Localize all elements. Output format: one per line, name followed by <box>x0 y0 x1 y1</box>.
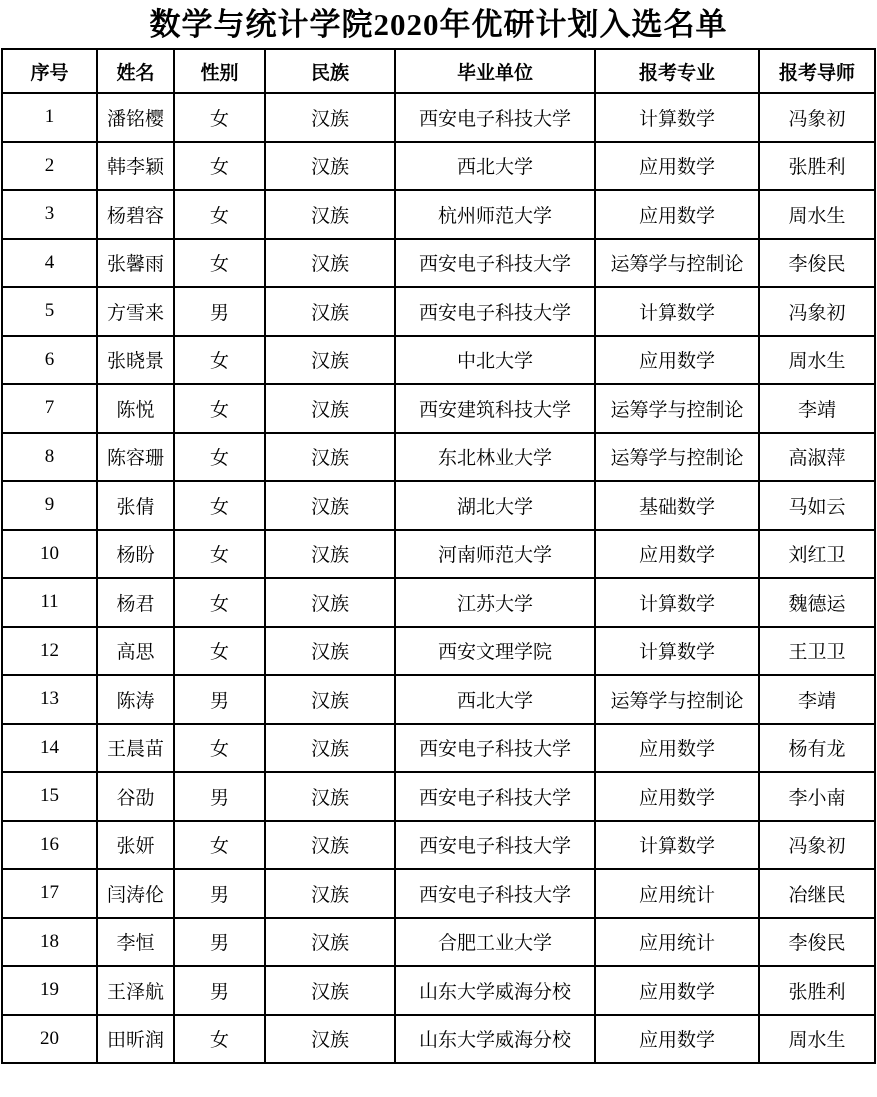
table-row <box>2 578 875 627</box>
table-row <box>2 433 875 482</box>
serial-cell: 2 <box>2 142 97 191</box>
name-cell: 张妍 <box>97 821 174 870</box>
serial-cell: 14 <box>2 724 97 773</box>
name-cell: 韩李颖 <box>97 142 174 191</box>
gender-cell: 女 <box>174 627 265 676</box>
serial-cell: 19 <box>2 966 97 1015</box>
serial-cell: 15 <box>2 772 97 821</box>
ethnicity-cell: 汉族 <box>265 869 395 918</box>
serial-cell: 3 <box>2 190 97 239</box>
supervisor-cell: 周水生 <box>759 336 875 385</box>
name-cell: 潘铭樱 <box>97 93 174 142</box>
ethnicity-cell: 汉族 <box>265 481 395 530</box>
column-header: 报考专业 <box>595 49 759 93</box>
gender-cell: 女 <box>174 724 265 773</box>
column-header: 性别 <box>174 49 265 93</box>
gender-cell: 女 <box>174 530 265 579</box>
supervisor-cell: 王卫卫 <box>759 627 875 676</box>
ethnicity-cell: 汉族 <box>265 93 395 142</box>
major-cell: 应用数学 <box>595 530 759 579</box>
serial-cell: 6 <box>2 336 97 385</box>
institution-cell: 西安电子科技大学 <box>395 287 595 336</box>
column-header: 姓名 <box>97 49 174 93</box>
institution-cell: 山东大学威海分校 <box>395 1015 595 1064</box>
name-cell: 陈容珊 <box>97 433 174 482</box>
name-cell: 王泽航 <box>97 966 174 1015</box>
institution-cell: 河南师范大学 <box>395 530 595 579</box>
name-cell: 陈悦 <box>97 384 174 433</box>
supervisor-cell: 杨有龙 <box>759 724 875 773</box>
institution-cell: 江苏大学 <box>395 578 595 627</box>
major-cell: 计算数学 <box>595 627 759 676</box>
ethnicity-cell: 汉族 <box>265 966 395 1015</box>
major-cell: 应用数学 <box>595 336 759 385</box>
table-row <box>2 239 875 288</box>
table-row <box>2 93 875 142</box>
institution-cell: 西北大学 <box>395 142 595 191</box>
ethnicity-cell: 汉族 <box>265 1015 395 1064</box>
institution-cell: 西安电子科技大学 <box>395 821 595 870</box>
page-title: 数学与统计学院2020年优研计划入选名单 <box>149 7 728 42</box>
ethnicity-cell: 汉族 <box>265 190 395 239</box>
table-row <box>2 190 875 239</box>
ethnicity-cell: 汉族 <box>265 578 395 627</box>
ethnicity-cell: 汉族 <box>265 336 395 385</box>
supervisor-cell: 周水生 <box>759 1015 875 1064</box>
gender-cell: 女 <box>174 481 265 530</box>
name-cell: 张馨雨 <box>97 239 174 288</box>
supervisor-cell: 马如云 <box>759 481 875 530</box>
table-row <box>2 530 875 579</box>
supervisor-cell: 魏德运 <box>759 578 875 627</box>
serial-cell: 8 <box>2 433 97 482</box>
supervisor-cell: 冶继民 <box>759 869 875 918</box>
name-cell: 谷劭 <box>97 772 174 821</box>
serial-cell: 10 <box>2 530 97 579</box>
column-header: 毕业单位 <box>395 49 595 93</box>
serial-cell: 17 <box>2 869 97 918</box>
institution-cell: 西安电子科技大学 <box>395 93 595 142</box>
serial-cell: 12 <box>2 627 97 676</box>
major-cell: 运筹学与控制论 <box>595 239 759 288</box>
name-cell: 李恒 <box>97 918 174 967</box>
supervisor-cell: 高淑萍 <box>759 433 875 482</box>
table-row <box>2 287 875 336</box>
table-row <box>2 384 875 433</box>
major-cell: 应用数学 <box>595 190 759 239</box>
table-row <box>2 869 875 918</box>
ethnicity-cell: 汉族 <box>265 239 395 288</box>
name-cell: 张倩 <box>97 481 174 530</box>
name-cell: 闫涛伦 <box>97 869 174 918</box>
gender-cell: 女 <box>174 384 265 433</box>
institution-cell: 湖北大学 <box>395 481 595 530</box>
institution-cell: 西安电子科技大学 <box>395 724 595 773</box>
gender-cell: 女 <box>174 433 265 482</box>
major-cell: 应用数学 <box>595 724 759 773</box>
roster-table <box>1 48 876 1064</box>
gender-cell: 男 <box>174 287 265 336</box>
table-row <box>2 724 875 773</box>
serial-cell: 18 <box>2 918 97 967</box>
major-cell: 运筹学与控制论 <box>595 675 759 724</box>
serial-cell: 16 <box>2 821 97 870</box>
major-cell: 应用数学 <box>595 966 759 1015</box>
gender-cell: 男 <box>174 918 265 967</box>
table-row <box>2 675 875 724</box>
serial-cell: 13 <box>2 675 97 724</box>
ethnicity-cell: 汉族 <box>265 675 395 724</box>
serial-cell: 4 <box>2 239 97 288</box>
institution-cell: 东北林业大学 <box>395 433 595 482</box>
ethnicity-cell: 汉族 <box>265 772 395 821</box>
institution-cell: 合肥工业大学 <box>395 918 595 967</box>
supervisor-cell: 张胜利 <box>759 142 875 191</box>
major-cell: 应用统计 <box>595 869 759 918</box>
major-cell: 应用统计 <box>595 918 759 967</box>
major-cell: 应用数学 <box>595 142 759 191</box>
gender-cell: 女 <box>174 336 265 385</box>
institution-cell: 西安电子科技大学 <box>395 869 595 918</box>
gender-cell: 男 <box>174 966 265 1015</box>
name-cell: 张晓景 <box>97 336 174 385</box>
ethnicity-cell: 汉族 <box>265 142 395 191</box>
major-cell: 基础数学 <box>595 481 759 530</box>
serial-cell: 7 <box>2 384 97 433</box>
institution-cell: 中北大学 <box>395 336 595 385</box>
gender-cell: 女 <box>174 190 265 239</box>
supervisor-cell: 李小南 <box>759 772 875 821</box>
ethnicity-cell: 汉族 <box>265 821 395 870</box>
gender-cell: 女 <box>174 578 265 627</box>
table-header-row <box>2 49 875 93</box>
supervisor-cell: 李俊民 <box>759 239 875 288</box>
major-cell: 运筹学与控制论 <box>595 433 759 482</box>
name-cell: 王晨苗 <box>97 724 174 773</box>
serial-cell: 5 <box>2 287 97 336</box>
serial-cell: 9 <box>2 481 97 530</box>
gender-cell: 女 <box>174 821 265 870</box>
supervisor-cell: 李俊民 <box>759 918 875 967</box>
supervisor-cell: 冯象初 <box>759 287 875 336</box>
column-header: 报考导师 <box>759 49 875 93</box>
table-row <box>2 821 875 870</box>
ethnicity-cell: 汉族 <box>265 433 395 482</box>
name-cell: 方雪来 <box>97 287 174 336</box>
ethnicity-cell: 汉族 <box>265 627 395 676</box>
ethnicity-cell: 汉族 <box>265 918 395 967</box>
institution-cell: 西安电子科技大学 <box>395 239 595 288</box>
column-header: 民族 <box>265 49 395 93</box>
gender-cell: 女 <box>174 142 265 191</box>
institution-cell: 杭州师范大学 <box>395 190 595 239</box>
table-row <box>2 772 875 821</box>
ethnicity-cell: 汉族 <box>265 384 395 433</box>
institution-cell: 西安电子科技大学 <box>395 772 595 821</box>
name-cell: 田昕润 <box>97 1015 174 1064</box>
supervisor-cell: 冯象初 <box>759 821 875 870</box>
major-cell: 应用数学 <box>595 1015 759 1064</box>
supervisor-cell: 张胜利 <box>759 966 875 1015</box>
major-cell: 计算数学 <box>595 93 759 142</box>
major-cell: 计算数学 <box>595 821 759 870</box>
ethnicity-cell: 汉族 <box>265 287 395 336</box>
table-row <box>2 918 875 967</box>
ethnicity-cell: 汉族 <box>265 530 395 579</box>
gender-cell: 女 <box>174 1015 265 1064</box>
table-row <box>2 336 875 385</box>
supervisor-cell: 李靖 <box>759 384 875 433</box>
serial-cell: 1 <box>2 93 97 142</box>
table-row <box>2 966 875 1015</box>
gender-cell: 女 <box>174 239 265 288</box>
name-cell: 杨盼 <box>97 530 174 579</box>
name-cell: 高思 <box>97 627 174 676</box>
major-cell: 应用数学 <box>595 772 759 821</box>
institution-cell: 西北大学 <box>395 675 595 724</box>
supervisor-cell: 李靖 <box>759 675 875 724</box>
institution-cell: 西安建筑科技大学 <box>395 384 595 433</box>
supervisor-cell: 冯象初 <box>759 93 875 142</box>
ethnicity-cell: 汉族 <box>265 724 395 773</box>
major-cell: 运筹学与控制论 <box>595 384 759 433</box>
table-row <box>2 481 875 530</box>
column-header: 序号 <box>2 49 97 93</box>
major-cell: 计算数学 <box>595 578 759 627</box>
name-cell: 杨君 <box>97 578 174 627</box>
major-cell: 计算数学 <box>595 287 759 336</box>
gender-cell: 男 <box>174 772 265 821</box>
name-cell: 杨碧容 <box>97 190 174 239</box>
table-row <box>2 142 875 191</box>
gender-cell: 男 <box>174 675 265 724</box>
name-cell: 陈涛 <box>97 675 174 724</box>
supervisor-cell: 刘红卫 <box>759 530 875 579</box>
institution-cell: 山东大学威海分校 <box>395 966 595 1015</box>
gender-cell: 男 <box>174 869 265 918</box>
gender-cell: 女 <box>174 93 265 142</box>
serial-cell: 11 <box>2 578 97 627</box>
table-row <box>2 1015 875 1064</box>
table-row <box>2 627 875 676</box>
supervisor-cell: 周水生 <box>759 190 875 239</box>
serial-cell: 20 <box>2 1015 97 1064</box>
institution-cell: 西安文理学院 <box>395 627 595 676</box>
